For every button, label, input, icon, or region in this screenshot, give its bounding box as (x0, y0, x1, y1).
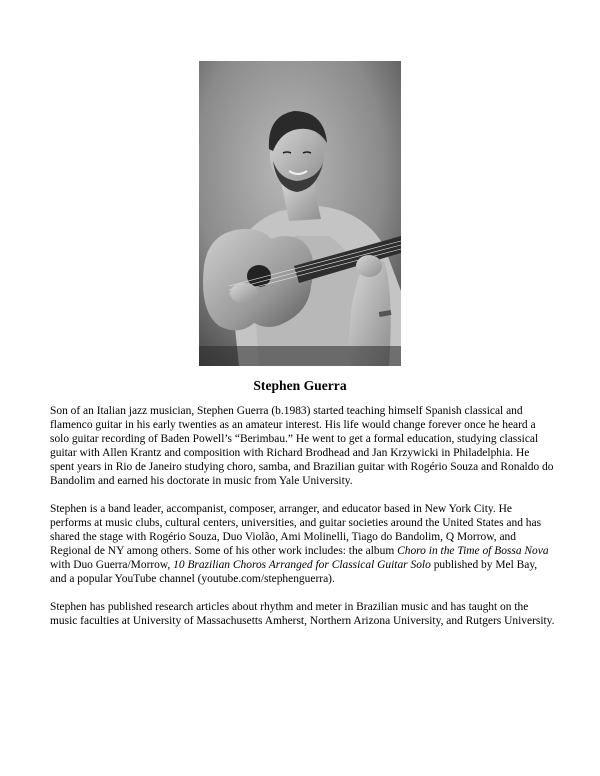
bio-paragraph-1: Son of an Italian jazz musician, Stephen Guerra (b.1983) started teaching himself Spanish classical and flamenco guitar in his early twenties as an amateur interest. His life would change forever once he heard a solo guitar recording of Baden Powell’s “Berimbau.” He went to get a formal education, studying classical guitar with Allen Krantz and composition with Richard Brodhead and Jan Krzywicki in Philadelphia. He spent years in Rio de Janeiro studying choro, samba, and Brazilian guitar with Rogério Souza and Ronaldo do Bandolim and earned his doctorate in music from Yale University. (50, 405, 554, 488)
bio-paragraph-2 (50, 502, 556, 587)
bio-paragraph-2-part-1: Stephen is a band leader, accompanist, composer, arranger, and educator based in New York City. He performs at music clubs, cultural centers, universities, and guitar societies around the United States and has shared the stage with Rogério Souza, Duo Violão, Ami Molinelli, Tiago do Bandolim, Q Morrow, and Regional de NY among others. Some of his other work includes: the album (50, 503, 542, 558)
page-title: Stephen Guerra (253, 378, 347, 393)
portrait-photo (199, 61, 401, 366)
book-title: 10 Brazilian Choros Arranged for Classical Guitar Solo (173, 559, 431, 572)
guitarist-portrait-icon (199, 61, 401, 366)
bio-paragraph-3: Stephen has published research articles about rhythm and meter in Brazilian music and has taught on the music faculties at University of Massachusetts Amherst, Northern Arizona University, and Rutgers University. (50, 601, 555, 628)
bio-paragraph-2-part-2: with Duo Guerra/Morrow, (50, 559, 174, 572)
bio-paragraph-2-part-3: published by Mel Bay, and a popular YouTube channel (youtube.com/stephenguerra). (50, 559, 538, 586)
album-title: Choro in the Time of Bossa Nova (397, 545, 549, 558)
